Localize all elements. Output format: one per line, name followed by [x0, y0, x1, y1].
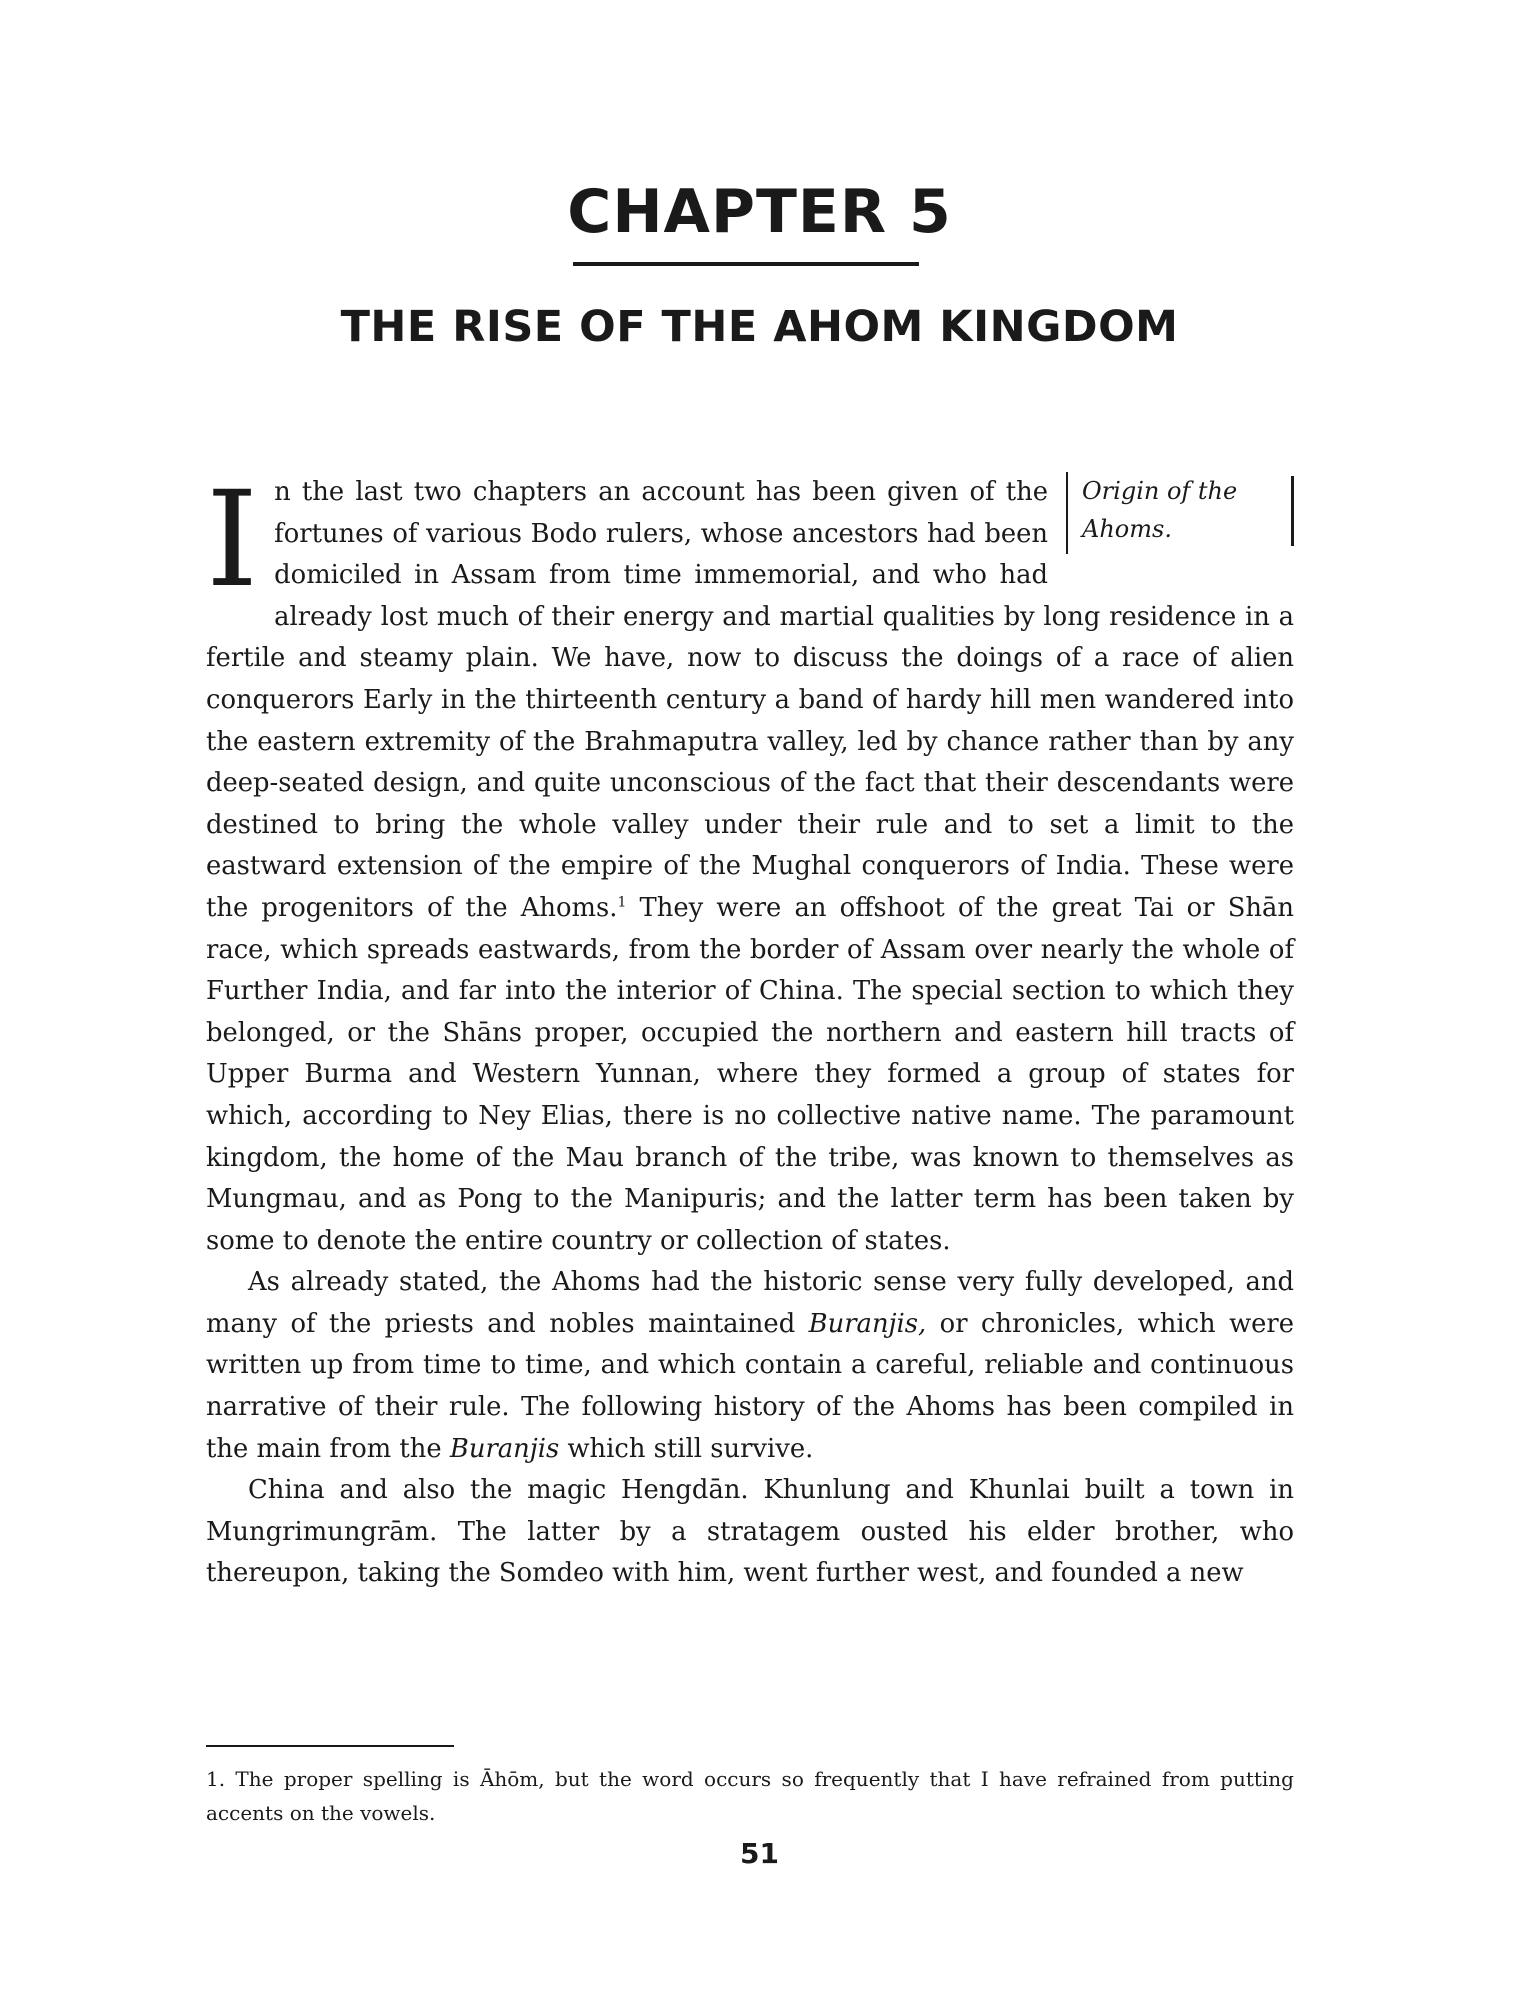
- paragraph-1-text-a: n the last two chapters an account has been given of the fortunes of various Bodo rulers, whose ancestors had been domiciled in Assam from time immemorial, and who had already lost much of their energy and martial qualities by long residence in a fertile and steamy plain. We have, now to discuss the doings of a race of alien conquerors Early in the thirteenth century a band of hardy hill men wandered into the eastern extremity of the Brahmaputra valley, led by chance rather than by any deep-seated design, and quite unconscious of the fact that their descendants were destined to bring the whole valley under their rule and to set a limit to the eastward extension of the empire of the Mughal conquerors of India. These were the progenitors of the Ahoms.: [206, 477, 1294, 923]
- margin-note-line-1: Origin of the: [1082, 477, 1238, 505]
- chapter-heading-underline: [573, 262, 919, 266]
- footnote-divider: [206, 1745, 454, 1747]
- paragraph-2-text-a: As already stated, the Ahoms had the historic sense very fully developed, and many of the priests and nobles maintained: [206, 1267, 1294, 1339]
- margin-note-line-2: Ahoms.: [1082, 515, 1172, 543]
- body-text: [206, 463, 1295, 1595]
- paragraph-2: [206, 1262, 1294, 1470]
- margin-note: [1066, 472, 1294, 554]
- page-number: 51: [740, 1837, 779, 1870]
- paragraph-2-text-c: which still survive.: [559, 1433, 814, 1464]
- paragraph-1: [206, 463, 1294, 1262]
- footnote-reference[interactable]: 1: [617, 894, 627, 911]
- chapter-title: THE RISE OF THE AHOM KINGDOM: [340, 302, 1179, 352]
- paragraph-2-emphasis-2: Buranjis: [449, 1433, 560, 1464]
- paragraph-3: China and also the magic Hengdān. Khunlung and Khunlai built a town in Mungrimungrām. The latter by a stratagem ousted his elder brother, who thereupon, taking the Somdeo with him, went further west, and founded a new: [206, 1475, 1294, 1589]
- chapter-heading: CHAPTER 5: [567, 177, 952, 247]
- paragraph-1-text-b: They were an offshoot of the great Tai or Shān race, which spreads eastwards, from the border of Assam over nearly the whole of Further India, and far into the interior of China. The special section to which they belonged, or the Shāns proper, occupied the northern and eastern hill tracts of Upper Burma and Western Yunnan, where they formed a group of states for which, according to Ney Elias, there is no collective native name. The paramount kingdom, the home of the Mau branch of the tribe, was known to themselves as Mungmau, and as Pong to the Manipuris; and the latter term has been taken by some to denote the entire country or collection of states.: [206, 892, 1294, 1256]
- drop-cap: I: [206, 463, 259, 617]
- margin-note-bar: [1291, 476, 1294, 546]
- footnote: 1. The proper spelling is Āhōm, but the word occurs so frequently that I have refrained from putting accents on the vowels.: [206, 1767, 1294, 1825]
- paragraph-2-text-b: or chronicles, which were written up from time to time, and which contain a careful, reliable and continuous narrative of their rule. The following history of the Ahoms has been compiled in the main from the: [206, 1308, 1295, 1464]
- paragraph-2-emphasis-1: Buranjis,: [808, 1308, 927, 1339]
